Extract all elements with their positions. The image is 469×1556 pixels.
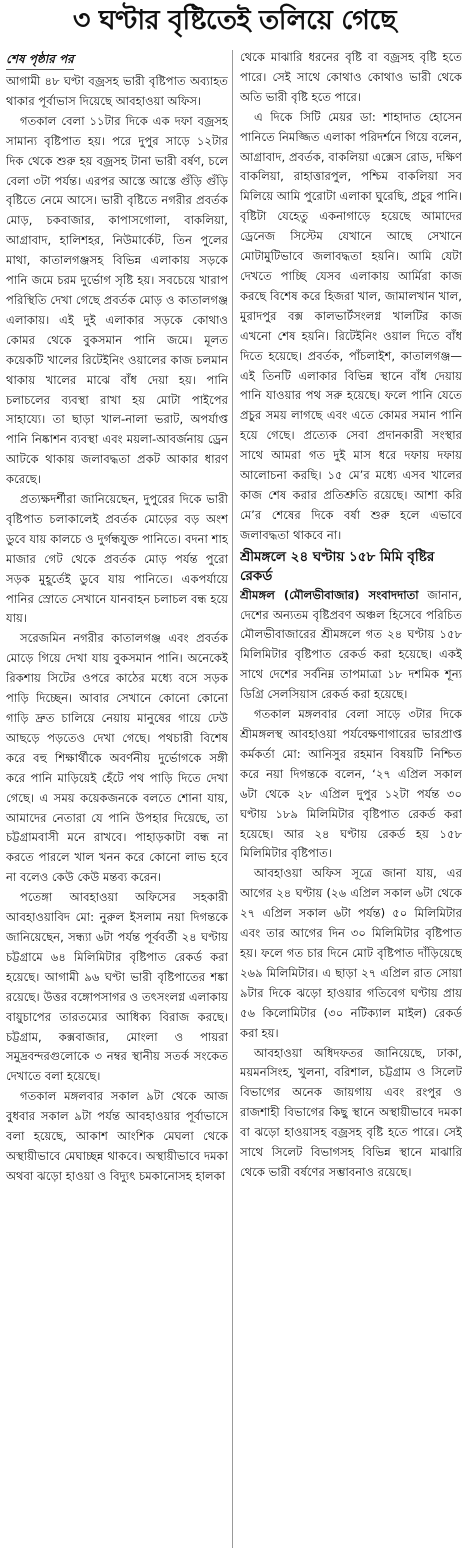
paragraph: পতেঙ্গা আবহাওয়া অফিসের সহকারী আবহাওয়াবিদ মো: নুরুল ইসলাম নয়া দিগন্তকে জানিয়েছেন, সন্ধ্যা ৬টা পর্যন্ত পূর্ববর্তী ২৪ ঘণ্টায় চট্টগ্রামে ৬৪ মিলিমিটার বৃষ্টিপাত রেকর্ড করা হয়েছে। আগামী ৯৬ ঘণ্টা ভারী বৃষ্টিপাতের শঙ্কা রয়েছে। উত্তর বঙ্গোপসাগর ও তৎসংলগ্ন এলাকায় বায়ুচাপের তারতম্যের আধিক্য বিরাজ করছে। চট্টগ্রাম, কক্সবাজার, মোংলা ও পায়রা সমুদ্রবন্দরগুলোকে ৩ নম্বর স্থানীয় সতর্ক সংকেত দেখাতে বলা হয়েছে। <box>6 890 228 1084</box>
subheading: শ্রীমঙ্গলে ২৪ ঘণ্টায় ১৫৮ মিমি বৃষ্টির রেকর্ড <box>240 548 435 584</box>
paragraph: আগামী ৪৮ ঘণ্টা বজ্রসহ ভারী বৃষ্টিপাত অব্যাহত থাকার পূর্বাভাস দিয়েছে আবহাওয়া অফিস। <box>6 74 228 108</box>
headline: ৩ ঘণ্টার বৃষ্টিতেই তলিয়ে গেছে <box>72 5 397 36</box>
left-column <box>6 48 228 1548</box>
right-column <box>240 48 462 1548</box>
paragraph: এ দিকে সিটি মেয়র ডা: শাহাদাত হোসেন পানিতে নিমজ্জিত এলাকা পরিদর্শনে গিয়ে বলেন, আগ্রাবাদ, প্রবর্তক, বাকলিয়া এক্সেস রোড, দক্ষিণ বাকলিয়া, রাহাত্তারপুল, পশ্চিম বাকলিয়া সব মিলিয়ে আমি পুরোটা এলাকা ঘুরেছি, প্রচুর পানি। বৃষ্টিটা যেহেতু একনাগাড়ে হয়েছে আমাদের ড্রেনেজ সিস্টেম যেখানে আছে সেখানে মোটামুটিভাবে জলাবদ্ধতা হয়নি। আমি যেটা দেখতে পাচ্ছি যেসব এলাকায় আর্মিরা কাজ করছে বিশেষ করে হিজরা খাল, জামালখান খাল, মুরাদপুর বক্স কালভার্টসংলগ্ন খালটির কাজ এখনো শেষ হয়নি। রিটেইনিং ওয়াল দিতে বাঁধ দিতে হয়েছে। প্রবর্তক, পাঁচলাইশ, কাতালগঞ্জ— এই তিনটি এলাকার বিভিন্ন স্থানে বাঁধ দেয়ায় পানি যাওয়ার পথ সরু হয়েছে। ফলে পানি যেতে প্রচুর সময় লাগছে এবং এতে কোমর সমান পানি হয়ে গেছে। প্রত্যেক সেবা প্রদানকারী সংস্থার সাথে আমরা গত দুই মাস ধরে দফায় দফায় আলোচনা করছি। ১৫ মে’র মধ্যে এসব খালের কাজ শেষ করার প্রতিশ্রুতি রয়েছে। আশা করি মে’র শেষের দিকে বর্ষা শুরু হলে এভাবে জলাবদ্ধতা থাকবে না। <box>240 109 462 542</box>
column-divider <box>232 50 233 1548</box>
paragraph: গতকাল বেলা ১১টার দিকে এক দফা বজ্রসহ সামান্য বৃষ্টিপাত হয়। পরে দুপুর সাড়ে ১২টার দিক থেকে শুরু হয় বজ্রসহ টানা ভারী বর্ষণ, চলে বেলা ৩টা পর্যন্ত। এরপর আস্তে আস্তে গুঁড়ি গুঁড়ি বৃষ্টিতে নেমে আসে। ভারী বৃষ্টিতে নগরীর প্রবর্তক মোড়, চকবাজার, কাপাসগোলা, বাকলিয়া, আগ্রাবাদ, হালিশহর, নিউমার্কেট, তিন পুলের মাথা, কাতালগঞ্জসহ বিভিন্ন এলাকায় সড়কে পানি জমে চরম দুর্ভোগ সৃষ্টি হয়। সবচেয়ে খারাপ পরিস্থিতি দেখা গেছে প্রবর্তক মোড় ও কাতালগঞ্জ এলাকায়। এই দুই এলাকার সড়কে কোথাও কোমর থেকে বুকসমান পানি জমে। মূলত কয়েকটি খালের রিটেইনিং ওয়ালের কাজ চলমান থাকায় খালের মাঝে বাঁধ দেয়া হয়। পানি চলাচলের ব্যবস্থা রাখা হয় মোটা পাইপের সাহায্যে। তা ছাড়া খাল-নালা ভরাট, অপর্যাপ্ত পানি নিষ্কাশন ব্যবস্থা এবং ময়লা-আবর্জনায় ড্রেন আটকে থাকায় জলাবদ্ধতা প্রকট আকার ধারণ করেছে। <box>6 113 228 487</box>
dateline-text: জানান, দেশের অন্যতম বৃষ্টিপ্রবণ অঞ্চল হিসেবে পরিচিত মৌলভীবাজারের শ্রীমঙ্গলে গত ২৪ ঘণ্টায় ১৫৮ মিলিমিটার বৃষ্টিপাত রেকর্ড করা হয়েছে। একই সাথে দেশের সর্বনিম্ন তাপমাত্রা ১৮ দশমিক শূন্য ডিগ্রি সেলসিয়াস রেকর্ড করা হয়েছে। <box>240 587 462 702</box>
paragraph: সরেজমিন নগরীর কাতালগঞ্জ এবং প্রবর্তক মোড়ে গিয়ে দেখা যায় বুকসমান পানি। অনেকেই রিকশায় সিটের ওপরে কাঠের মধ্যে বসে সড়ক পাড়ি দিচ্ছেন। আবার সেখানে কোনো কোনো গাড়ি দ্রুত চালিয়ে নেয়ায় মানুষের গায়ে ঢেউ আছড়ে পড়তেও দেখা গেছে। পথচারী বিশেষ করে বহু শিক্ষার্থীকে অবর্ণনীয় দুর্ভোগকে সঙ্গী করে পানি মাড়িয়েই হেঁটে পথ পাড়ি দিতে দেখা গেছে। এ সময় কয়েকজনকে বলতে শোনা যায়, আমাদের নেতারা যে পানি উপহার দিয়েছে, তা চট্টগ্রামবাসী মনে রাখবে। পাহাড়কাটা বন্ধ না করতে পারলে খাল খনন করে কোনো লাভ হবে না বলেও কেউ কেউ মন্তব্য করেন। <box>6 631 228 885</box>
paragraph: প্রত্যক্ষদর্শীরা জানিয়েছেন, দুপুরের দিকে ভারী বৃষ্টিপাত চলাকালেই প্রবর্তক মোড়ের বড় অংশ ডুবে যায় কালচে ও দুর্গন্ধযুক্ত পানিতে। বদনা শাহ মাজার গেট থেকে প্রবর্তক মোড় পর্যন্ত পুরো সড়ক মুহূর্তেই ডুবে যায় পানিতে। একপর্যায়ে পানির স্রোতে সেখানে যানবাহন চলাচল বন্ধ হয়ে যায়। <box>6 492 228 626</box>
dateline-paragraph <box>240 586 462 705</box>
paragraph: থেকে মাঝারি ধরনের বৃষ্টি বা বজ্রসহ বৃষ্টি হতে পারে। সেই সাথে কোথাও কোথাও ভারী থেকে অতি ভারী বৃষ্টি হতে পারে। <box>240 50 462 104</box>
continuation-kicker: শেষ পৃষ্ঠার পর <box>6 52 74 70</box>
paragraph: গতকাল মঙ্গলবার বেলা সাড়ে ৩টার দিকে শ্রীমঙ্গলস্থ আবহাওয়া পর্যবেক্ষণাগারের ভারপ্রাপ্ত কর্মকর্তা মো: আনিসুর রহমান বিষয়টি নিশ্চিত করে নয়া দিগন্তকে বলেন, ‘২৭ এপ্রিল সকাল ৬টা থেকে ২৮ এপ্রিল দুপুর ১২টা পর্যন্ত ৩০ ঘণ্টায় ১৮৯ মিলিমিটার বৃষ্টিপাত রেকর্ড করা হয়েছে। আর ২৪ ঘণ্টায় রেকর্ড হয় ১৫৮ মিলিমিটার বৃষ্টিপাত। <box>240 707 462 861</box>
dateline-source: শ্রীমঙ্গল (মৌলভীবাজার) সংবাদদাতা <box>240 587 419 602</box>
paragraph: আবহাওয়া অধিদফতর জানিয়েছে, ঢাকা, ময়মনসিংহ, খুলনা, বরিশাল, চট্টগ্রাম ও সিলেট বিভাগের অনেক জায়গায় এবং রংপুর ও রাজশাহী বিভাগের কিছু স্থানে অস্থায়ীভাবে দমকা বা ঝড়ো হাওয়াসহ বজ্রসহ বৃষ্টি হতে পারে। সেই সাথে সিলেট বিভাগসহ বিভিন্ন স্থানে মাঝারি থেকে ভারী বর্ষণের সম্ভাবনাও রয়েছে। <box>240 1045 462 1179</box>
paragraph: আবহাওয়া অফিস সূত্রে জানা যায়, এর আগের ২৪ ঘণ্টায় (২৬ এপ্রিল সকাল ৬টা থেকে ২৭ এপ্রিল সকাল ৬টা পর্যন্ত) ৫০ মিলিমিটার এবং তার আগের দিন ৩০ মিলিমিটার বৃষ্টিপাত হয়। ফলে গত চার দিনে মোট বৃষ্টিপাত দাঁড়িয়েছে ২৬৯ মিলিমিটার। এ ছাড়া ২৭ এপ্রিল রাত সোয়া ৯টার দিকে ঝড়ো হাওয়ার গতিবেগ ঘণ্টায় প্রায় ৫৬ কিলোমিটার (৩০ নটিক্যাল মাইল) রেকর্ড করা হয়। <box>240 866 462 1040</box>
paragraph: গতকাল মঙ্গলবার সকাল ৯টা থেকে আজ বুধবার সকাল ৯টা পর্যন্ত আবহাওয়ার পূর্বাভাসে বলা হয়েছে, আকাশ আংশিক মেঘলা থেকে অস্থায়ীভাবে মেঘাচ্ছন্ন থাকবে। অস্থায়ীভাবে দমকা অথবা ঝড়ো হাওয়া ও বিদ্যুৎ চমকানোসহ হালকা <box>6 1089 228 1183</box>
